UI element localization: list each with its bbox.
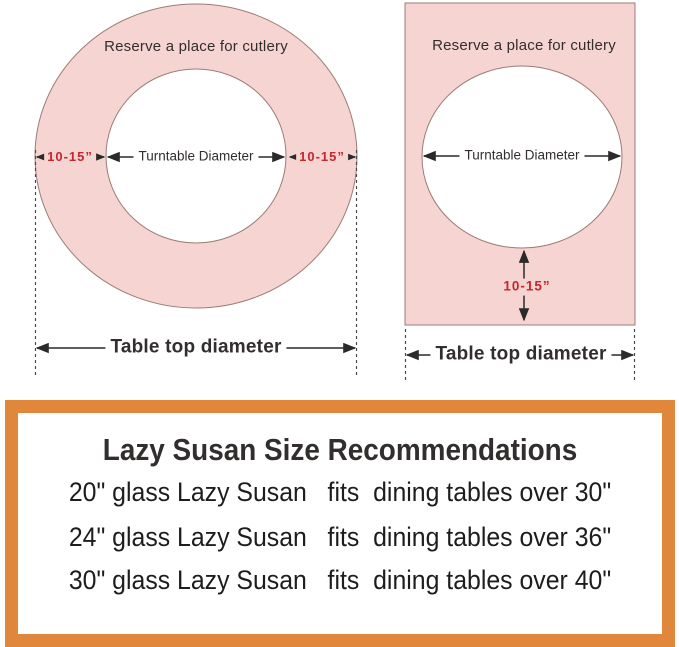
round-cutlery-note: Reserve a place for cutlery	[104, 37, 288, 55]
rect-turntable-diameter-label: Turntable Diameter	[459, 148, 584, 165]
round-left-margin-label: 10-15”	[44, 149, 96, 165]
recommendation-row: 24" glass Lazy Susan fits dining tables over 36"	[68, 522, 612, 552]
recommendations-panel	[5, 400, 675, 647]
recommendations-title: Lazy Susan Size Recommendations	[102, 432, 578, 467]
round-turntable-diameter-label: Turntable Diameter	[133, 149, 258, 166]
round-tabletop-diameter-label: Table top diameter	[105, 337, 286, 360]
recommendation-row: 20" glass Lazy Susan fits dining tables over 30"	[68, 477, 612, 507]
round-right-margin-label: 10-15”	[296, 149, 348, 165]
recommendation-row: 30" glass Lazy Susan fits dining tables over 40"	[68, 565, 612, 595]
rect-bottom-margin-label: 10-15”	[500, 279, 553, 296]
rect-cutlery-note: Reserve a place for cutlery	[432, 36, 616, 54]
rect-tabletop-diameter-label: Table top diameter	[430, 344, 611, 367]
